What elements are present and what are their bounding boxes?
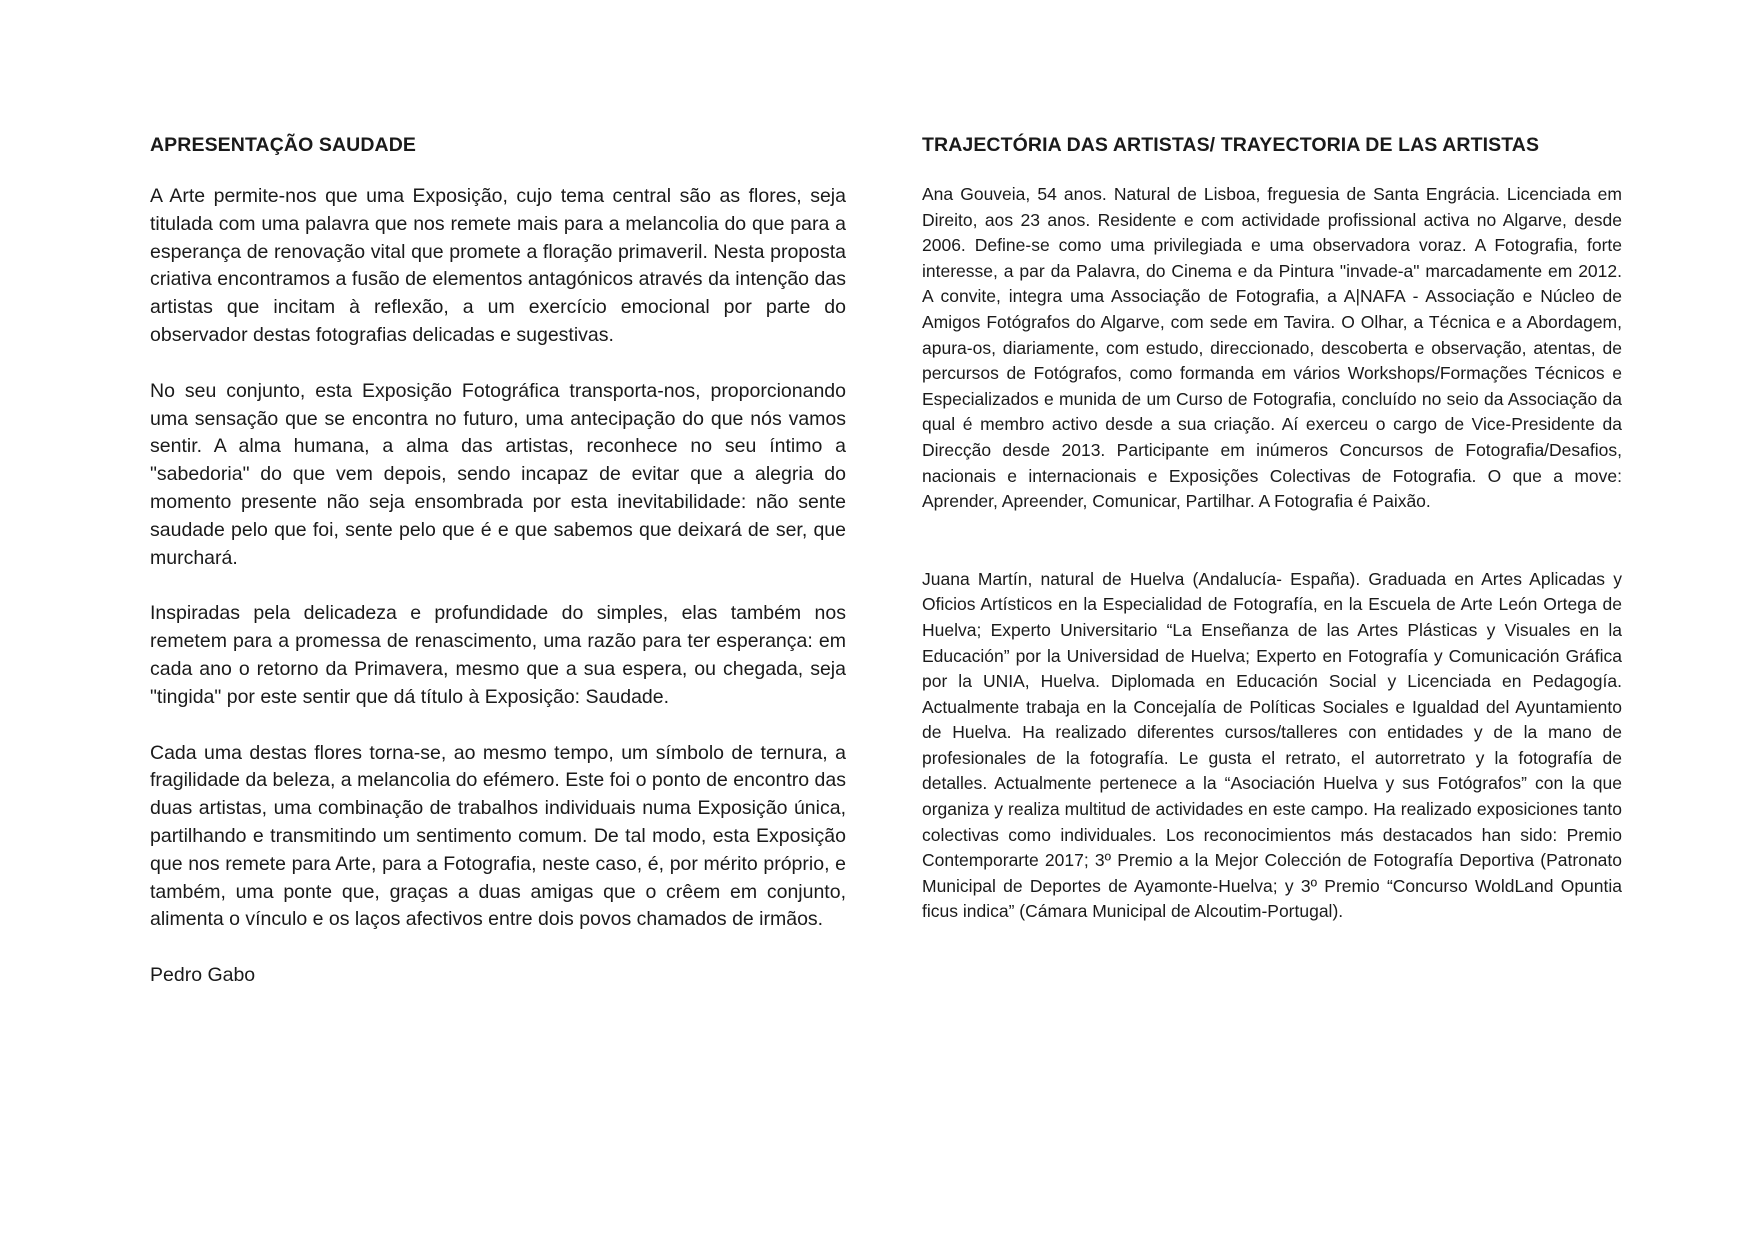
presentation-paragraph-3: Inspiradas pela delicadeza e profundidade do simples, elas também nos remetem para a promessa de renascimento, uma razão para ter esperança: em cada ano o retorno da Primavera, mesmo que a sua espera, ou chegada, seja "tingida" por este sentir que dá título à Exposição: Saudade. [150, 602, 846, 708]
presentation-paragraph-4: Cada uma destas flores torna-se, ao mesmo tempo, um símbolo de ternura, a fragilidade da beleza, a melancolia do efémero. Este foi o ponto de encontro das duas artistas, uma combinação de trabalhos individuais numa Exposição única, partilhando e transmitindo um sentimento comum. De tal modo, esta Exposição que nos remete para Arte, para a Fotografia, neste caso, é, por mérito próprio, e também, uma ponte que, graças a duas amigas que o crêem em conjunto, alimenta o vínculo e os laços afectivos entre dois povos chamados de irmãos. [150, 741, 846, 931]
presentation-paragraph-2: No seu conjunto, esta Exposição Fotográfica transporta-nos, proporcionando uma sensação que se encontra no futuro, uma antecipação do que nós vamos sentir. A alma humana, a alma das artistas, reconhece no seu íntimo a "sabedoria" do que vem depois, sendo incapaz de evitar que a alegria do momento presente não seja ensombrada por esta inevitabilidade: não sente saudade pelo que foi, sente pelo que é e que sabemos que deixará de ser, que murchará. [150, 379, 846, 569]
artist-bio-juana-martin: Juana Martín, natural de Huelva (Andalucía- España). Graduada en Artes Aplicadas y Oficios Artísticos en la Especialidad de Fotografía, en la Escuela de Arte León Ortega de Huelva; Experto Universitario “La Enseñanza de las Artes Plásticas y Visuales en la Educación” por la Universidad de Huelva; Experto en Fotografía y Comunicación Gráfica por la UNIA, Huelva. Diplomada en Educación Social y Licenciada en Pedagogía. Actualmente trabaja en la Concejalía de Políticas Sociales e Igualdad del Ayuntamiento de Huelva. Ha realizado diferentes cursos/talleres con entidades y de la mano de profesionales de la fotografía. Le gusta el retrato, el autorretrato y la fotografía de detalles. Actualmente pertenece a la “Asociación Huelva y sus Fotógrafos” con la que organiza y realiza multitud de actividades en este campo. Ha realizado exposiciones tanto colectivas como individuales. Los reconocimientos más destacados han sido: Premio Contemporarte 2017; 3º Premio a la Mejor Colección de Fotografía Deportiva (Patronato Municipal de Deportes de Ayamonte-Huelva; y 3º Premio “Concurso WoldLand Opuntia ficus indica” (Cámara Municipal de Alcoutim-Portugal). [922, 568, 1622, 922]
presentation-paragraph-1: A Arte permite-nos que uma Exposição, cujo tema central são as flores, seja titulada com uma palavra que nos remete mais para a melancolia do que para a esperança de renovação vital que promete a floração primaveril. Nesta proposta criativa encontramos a fusão de elementos antagónicos através da intenção das artistas que incitam à reflexão, a um exercício emocional por parte do observador destas fotografias delicadas e sugestivas. [150, 185, 846, 346]
author-signature: Pedro Gabo [150, 964, 256, 987]
artist-bio-ana-gouveia: Ana Gouveia, 54 anos. Natural de Lisboa, freguesia de Santa Engrácia. Licenciada em Direito, aos 23 anos. Residente e com actividade profissional activa no Algarve, desde 2006. Define-se como uma privilegiada e uma observadora voraz. A Fotografia, forte interesse, a par da Palavra, do Cinema e da Pintura "invade-a" marcadamente em 2012. A convite, integra uma Associação de Fotografia, a A|NAFA - Associação e Núcleo de Amigos Fotógrafos do Algarve, com sede em Tavira. O Olhar, a Técnica e a Abordagem, apura-os, diariamente, com estudo, direccionado, descoberta e observação, atentas, de percursos de Fotógrafos, como formanda em vários Workshops/Formações Técnicos e Especializados e munida de um Curso de Fotografia, concluído no seio da Associação da qual é membro activo desde a sua criação. Aí exerceu o cargo de Vice-Presidente da Direcção desde 2013. Participante em inúmeros Concursos de Fotografia/Desafios, nacionais e internacionais e Exposições Colectivas de Fotografia. O que a move: Aprender, Apreender, Comunicar, Partilhar. A Fotografia é Paixão. [922, 184, 1622, 512]
artists-column [922, 132, 1622, 925]
artists-heading: TRAJECTÓRIA DAS ARTISTAS/ TRAYECTORIA DE LAS ARTISTAS [922, 134, 1540, 156]
presentation-column [150, 132, 846, 989]
presentation-heading: APRESENTAÇÃO SAUDADE [150, 134, 416, 156]
